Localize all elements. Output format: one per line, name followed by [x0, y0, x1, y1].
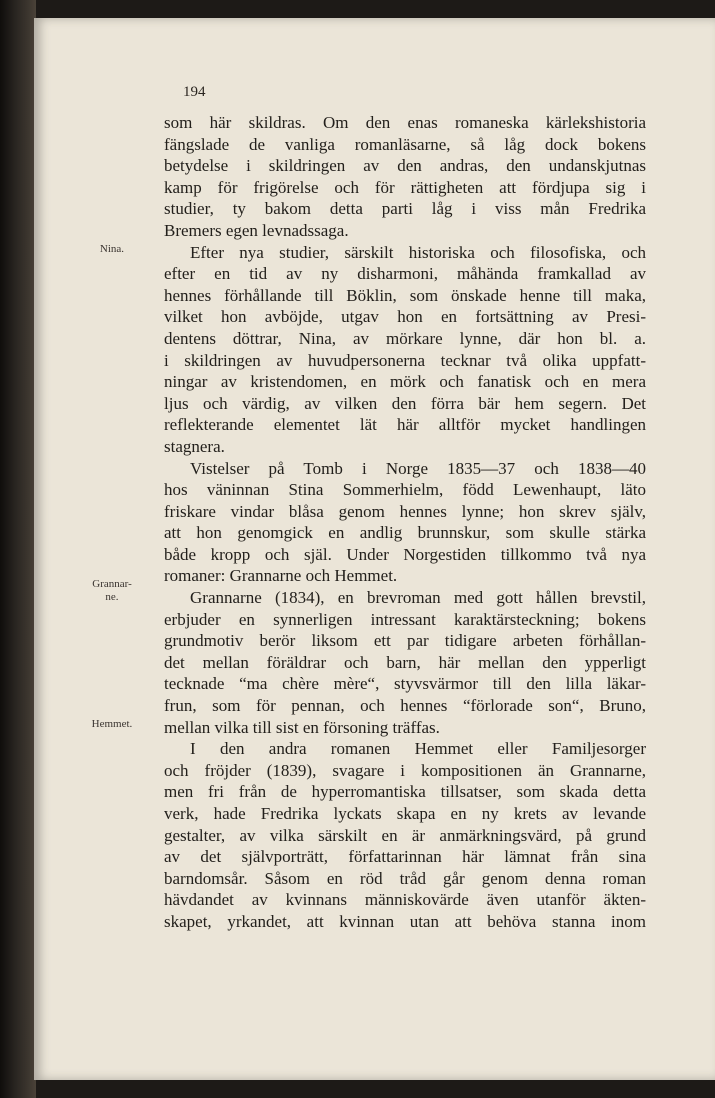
text-line: Grannarne (1834), en brevroman med gott hållen brevstil, — [190, 588, 646, 608]
text-line: som här skildras. Om den enas romaneska kärlekshistoria — [164, 113, 646, 132]
text-line: erbjuder en synnerligen intressant karaktärsteckning; bokens — [164, 609, 646, 629]
text-line: hävdandet av kvinnans människovärde även utanför äkten- — [164, 890, 646, 910]
body-text — [164, 112, 646, 933]
text-line: stagnera. — [164, 436, 225, 456]
text-line: ljus och värdig, av vilken den förra bär hem segern. Det — [164, 393, 646, 413]
text-line: det mellan föräldrar och barn, här mellan den ypperligt — [164, 652, 646, 672]
text-line: Bremers egen levnadssaga. — [164, 220, 349, 240]
margin-note-hemmet: Hemmet. — [91, 718, 133, 730]
text-line: dentens döttrar, Nina, av mörkare lynne, där hon bl. a. — [164, 328, 646, 348]
text-line: både kropp och själ. Under Norgestiden tillkommo två nya — [164, 544, 646, 564]
text-line: studier, ty bakom detta parti låg i viss mån Fredrika — [164, 199, 646, 219]
text-line: men fri från de hyperromantiska tillsatser, som skada detta — [164, 782, 646, 802]
text-line: att hon genomgick en andlig brunnskur, som skulle stärka — [164, 523, 646, 543]
text-line: i skildringen av huvudpersonerna tecknar två olika uppfatt- — [164, 350, 646, 370]
text-line: romaner: Grannarne och Hemmet. — [164, 566, 398, 586]
text-line: reflekterande elementet lät här alltför mycket handlingen — [164, 415, 646, 435]
text-line: Vistelser på Tomb i Norge 1835—37 och 1838—40 — [190, 458, 646, 478]
text-line: av det självporträtt, författarinnan här lämnat från sina — [164, 847, 646, 867]
text-line: friskare vindar blåsa genom hennes lynne; hon skrev själv, — [164, 501, 646, 521]
text-line: vilket hon avböjde, utgav hon en fortsättning av Presi- — [164, 307, 646, 327]
text-line: verk, hade Fredrika lyckats skapa en ny krets av levande — [164, 804, 646, 823]
text-line: Efter nya studier, särskilt historiska och filosofiska, och — [190, 242, 646, 262]
text-line: hennes förhållande till Böklin, som önskade henne till maka, — [164, 285, 646, 305]
text-line: I den andra romanen Hemmet eller Familjesorger — [190, 739, 646, 759]
book-binding-edge — [0, 0, 36, 1098]
text-line: skapet, yrkandet, att kvinnan utan att behöva stanna inom — [164, 911, 646, 931]
text-line: barndomsår. Såsom en röd tråd går genom denna roman — [164, 868, 646, 888]
text-line: hos väninnan Stina Sommerhielm, född Lewenhaupt, läto — [164, 480, 646, 500]
text-line: frun, som för pennan, och hennes “förlorade son“, Bruno, — [164, 696, 646, 716]
book-page — [34, 18, 715, 1080]
text-line: betydelse i skildringen av den andras, den undanskjutnas — [164, 156, 646, 176]
text-line: kamp för frigörelse och för rättigheten att fördjupa sig i — [164, 177, 646, 197]
text-line: tecknade “ma chère mère“, styvsvärmor till den lilla läkar- — [164, 674, 646, 694]
text-line: grundmotiv berör liksom ett par tidigare arbeten förhållan- — [164, 631, 646, 651]
text-line: mellan vilka till sist en försoning träffas. — [164, 717, 440, 737]
text-line: ningar av kristendomen, en mörk och fanatisk och en mera — [164, 372, 646, 392]
margin-note-nina: Nina. — [99, 243, 125, 255]
text-line: efter en tid av ny disharmoni, måhända framkallad av — [164, 264, 646, 284]
text-line: och fröjder (1839), svagare i kompositionen än Grannarne, — [164, 760, 646, 780]
margin-note-grannarne: Grannar- ne. — [92, 578, 132, 603]
page-number: 194 — [183, 84, 206, 100]
text-line: gestalter, av vilka särskilt en är anmärkningsvärd, på grund — [164, 825, 646, 845]
text-line: fängslade de vanliga romanläsarne, så låg dock bokens — [164, 134, 646, 154]
